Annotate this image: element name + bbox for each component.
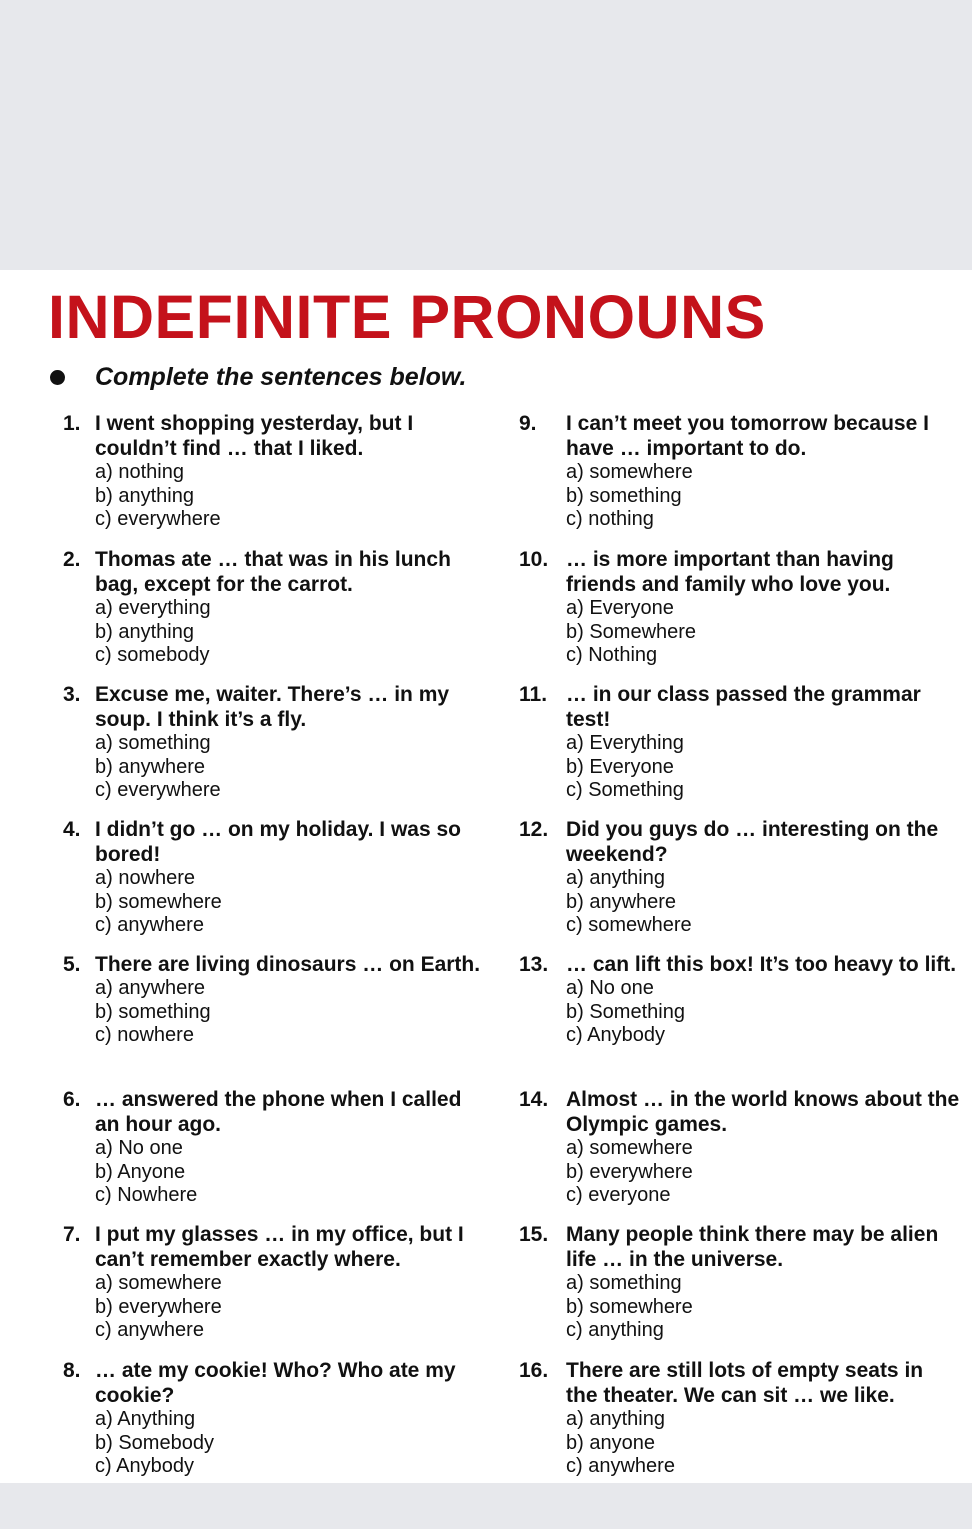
option-b: b) somewhere xyxy=(566,1295,693,1318)
question-1 xyxy=(56,411,481,532)
option-list xyxy=(56,1408,481,1479)
question-number: 2. xyxy=(63,548,81,571)
option-c: c) somebody xyxy=(95,644,210,667)
option-list xyxy=(514,597,960,668)
option-a: a) Everything xyxy=(566,732,684,754)
option-c: c) Nowhere xyxy=(95,1184,198,1207)
bullet-icon xyxy=(50,370,65,385)
question-number: 13. xyxy=(519,953,549,976)
question-number: 16. xyxy=(519,1359,549,1382)
option-b: b) Somewhere xyxy=(566,620,697,643)
instruction xyxy=(50,360,466,394)
option-a: a) something xyxy=(95,732,211,754)
option-list xyxy=(56,461,481,532)
option-a: a) Anything xyxy=(95,1408,196,1430)
option-a: a) Everyone xyxy=(566,597,674,619)
option-b: b) everywhere xyxy=(566,1160,693,1183)
question-number: 11. xyxy=(519,683,548,706)
option-list xyxy=(514,1408,960,1479)
option-list xyxy=(514,977,960,1048)
option-list xyxy=(56,597,481,668)
question-12 xyxy=(514,817,960,938)
question-number: 14. xyxy=(519,1088,549,1111)
question-7 xyxy=(56,1222,481,1343)
option-b: b) anything xyxy=(95,620,194,643)
option-b: b) anywhere xyxy=(95,755,206,778)
option-c: c) somewhere xyxy=(566,914,692,937)
question-4 xyxy=(56,817,481,938)
option-list xyxy=(56,1137,481,1208)
option-a: a) somewhere xyxy=(95,1272,222,1294)
option-c: c) Anybody xyxy=(566,1024,665,1047)
question-number: 3. xyxy=(63,683,81,706)
question-number: 15. xyxy=(519,1223,549,1246)
option-b: b) Something xyxy=(566,1000,685,1023)
option-b: b) something xyxy=(95,1000,211,1023)
option-b: b) everywhere xyxy=(95,1295,222,1318)
option-b: b) Everyone xyxy=(566,755,674,778)
option-b: b) something xyxy=(566,484,682,507)
option-b: b) Somebody xyxy=(95,1431,214,1454)
option-c: c) Anybody xyxy=(95,1455,194,1478)
question-text: Did you guys do … interesting on the weekend? xyxy=(566,818,939,866)
question-text: There are living dinosaurs … on Earth. xyxy=(95,953,481,976)
question-9 xyxy=(514,411,960,532)
question-text: … in our class passed the grammar test! xyxy=(566,683,921,731)
question-text: Thomas ate … that was in his lunch bag, except for the carrot. xyxy=(95,548,451,596)
option-b: b) somewhere xyxy=(95,890,222,913)
question-text: Many people think there may be alien life … in the universe. xyxy=(566,1223,939,1271)
option-a: a) anywhere xyxy=(95,977,206,999)
option-a: a) somewhere xyxy=(566,1137,693,1159)
option-list xyxy=(56,732,481,803)
question-text: There are still lots of empty seats in the theater. We can sit … we like. xyxy=(566,1359,924,1407)
question-number: 4. xyxy=(63,818,81,841)
question-5 xyxy=(56,952,481,1048)
question-number: 12. xyxy=(519,818,549,841)
option-list xyxy=(514,1137,960,1208)
option-c: c) nothing xyxy=(566,508,654,531)
question-2 xyxy=(56,547,481,668)
question-13 xyxy=(514,952,960,1048)
question-text: … ate my cookie! Who? Who ate my cookie? xyxy=(95,1359,456,1407)
option-c: c) Nothing xyxy=(566,644,658,667)
question-text: I didn’t go … on my holiday. I was so bored! xyxy=(95,818,461,866)
option-b: b) anywhere xyxy=(566,890,677,913)
question-16 xyxy=(514,1358,960,1479)
option-c: c) anywhere xyxy=(95,914,204,937)
question-number: 5. xyxy=(63,953,81,976)
option-list xyxy=(514,867,960,938)
question-14 xyxy=(514,1087,960,1208)
worksheet-title: INDEFINITE PRONOUNS xyxy=(48,283,766,351)
question-number: 7. xyxy=(63,1223,81,1246)
option-c: c) everywhere xyxy=(95,508,221,531)
question-text: I can’t meet you tomorrow because I have … important to do. xyxy=(566,412,929,460)
option-list xyxy=(56,1272,481,1343)
question-number: 1. xyxy=(63,412,81,435)
question-15 xyxy=(514,1222,960,1343)
option-b: b) anything xyxy=(95,484,194,507)
question-text: … answered the phone when I called an hour ago. xyxy=(95,1088,462,1136)
question-number: 8. xyxy=(63,1359,81,1382)
option-b: b) anyone xyxy=(566,1431,655,1454)
question-text: … can lift this box! It’s too heavy to lift. xyxy=(566,953,957,976)
option-a: a) No one xyxy=(566,977,654,999)
question-number: 6. xyxy=(63,1088,81,1111)
option-list xyxy=(56,977,481,1048)
option-a: a) something xyxy=(566,1272,682,1294)
option-a: a) nowhere xyxy=(95,867,196,889)
question-text: … is more important than having friends and family who love you. xyxy=(566,548,894,596)
question-8 xyxy=(56,1358,481,1479)
option-a: a) anything xyxy=(566,867,665,889)
option-b: b) Anyone xyxy=(95,1160,186,1183)
question-number: 9. xyxy=(519,412,537,435)
option-list xyxy=(514,1272,960,1343)
option-c: c) anywhere xyxy=(566,1455,675,1478)
option-c: c) everyone xyxy=(566,1184,671,1207)
option-c: c) nowhere xyxy=(95,1024,194,1047)
option-a: a) No one xyxy=(95,1137,183,1159)
option-c: c) anything xyxy=(566,1319,664,1342)
question-3 xyxy=(56,682,481,803)
option-a: a) nothing xyxy=(95,461,184,483)
question-text: Almost … in the world knows about the Olympic games. xyxy=(566,1088,960,1136)
option-list xyxy=(514,461,960,532)
question-number: 10. xyxy=(519,548,549,571)
option-list xyxy=(56,867,481,938)
option-a: a) somewhere xyxy=(566,461,693,483)
option-list xyxy=(514,732,960,803)
question-text: Excuse me, waiter. There’s … in my soup. I think it’s a fly. xyxy=(95,683,450,731)
question-6 xyxy=(56,1087,481,1208)
option-c: c) Something xyxy=(566,779,684,802)
instruction-text: Complete the sentences below. xyxy=(95,362,467,391)
question-10 xyxy=(514,547,960,668)
option-a: a) everything xyxy=(95,597,211,619)
option-a: a) anything xyxy=(566,1408,665,1430)
option-c: c) everywhere xyxy=(95,779,221,802)
option-c: c) anywhere xyxy=(95,1319,204,1342)
question-text: I went shopping yesterday, but I couldn’t find … that I liked. xyxy=(95,412,414,460)
question-text: I put my glasses … in my office, but I can’t remember exactly where. xyxy=(95,1223,464,1271)
question-11 xyxy=(514,682,960,803)
